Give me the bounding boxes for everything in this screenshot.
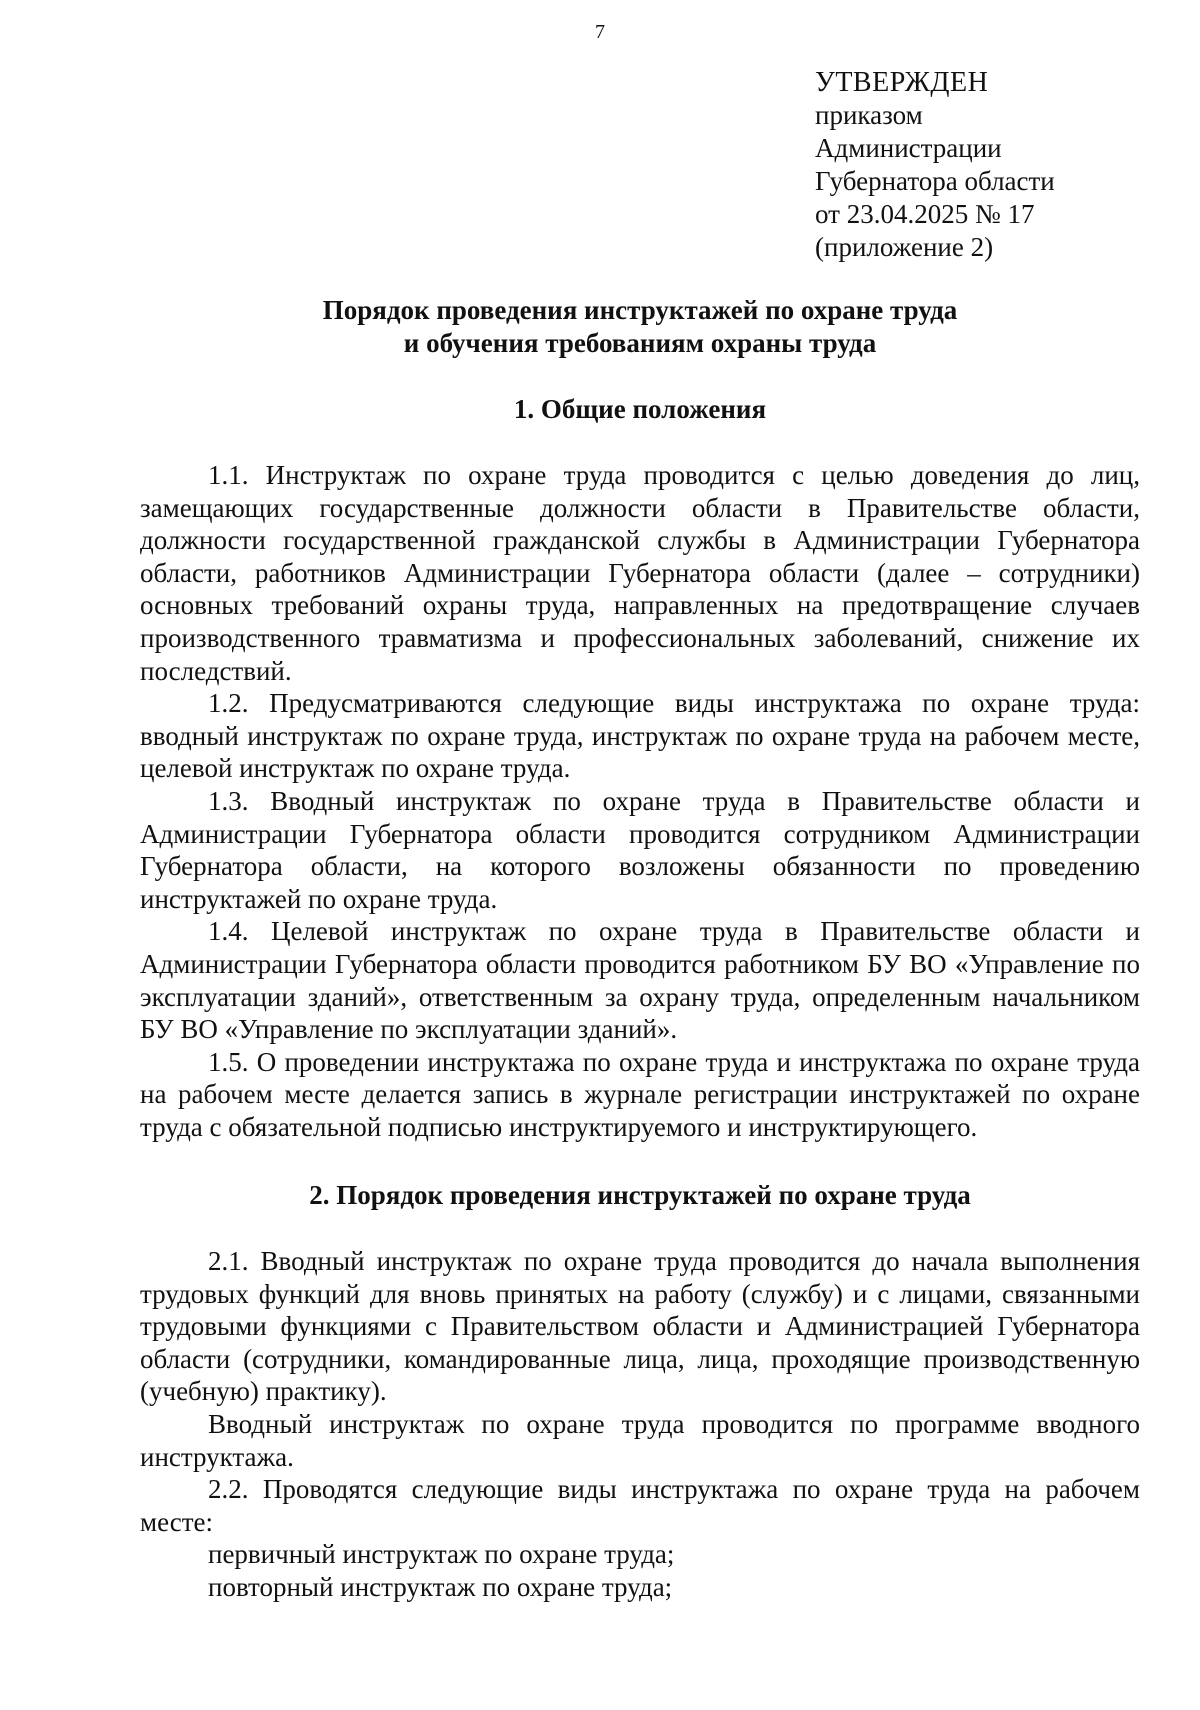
paragraph-2-2: 2.2. Проводятся следующие виды инструктажа по охране труда на рабочем месте:: [140, 1474, 1140, 1537]
paragraph-1-4: 1.4. Целевой инструктаж по охране труда в Правительстве области и Администрации Губернатора области проводится работником БУ ВО «Управление по эксплуатации зданий», ответственным за охрану труда, определенным начальником БУ ВО «Управление по эксплуатации зданий».: [140, 916, 1140, 1045]
approval-line-date-number: от 23.04.2025 № 17: [815, 199, 1035, 229]
paragraph-1-1: 1.1. Инструктаж по охране труда проводится с целью доведения до лиц, замещающих государственные должности области в Правительстве области, должности государственной гражданской службы в Администрации Губернатора области, работников Администрации Губернатора области (далее – сотрудники) основных требований охраны труда, направленных на предотвращение случаев производственного травматизма и профессиональных заболеваний, снижение их последствий.: [140, 460, 1140, 686]
approval-title: УТВЕРЖДЕН: [815, 67, 989, 98]
list-item-primary-briefing: первичный инструктаж по охране труда;: [208, 1539, 675, 1570]
document-title: [130, 294, 1150, 360]
approval-line-order: приказом: [815, 100, 923, 130]
approval-line-administration: Администрации: [815, 133, 1002, 163]
paragraph-1-5: 1.5. О проведении инструктажа по охране труда и инструктажа по охране труда на рабочем месте делается запись в журнале регистрации инструктажей по охране труда с обязательной подписью инструктируемого и инструктирующего.: [140, 1046, 1140, 1142]
paragraph-2-1: 2.1. Вводный инструктаж по охране труда проводится до начала выполнения трудовых функций для вновь принятых на работу (службу) и с лицами, связанными трудовыми функциями с Правительством области и Администрацией Губернатора области (сотрудники, командированные лица, лица, проходящие производственную (учебную) практику).: [140, 1246, 1140, 1407]
paragraph-1-2: 1.2. Предусматриваются следующие виды инструктажа по охране труда: вводный инструктаж по охране труда, инструктаж по охране труда на рабочем месте, целевой инструктаж по охране труда.: [140, 688, 1140, 784]
section-1-heading: 1. Общие положения: [513, 394, 767, 424]
section-1-body: [140, 459, 1140, 1143]
paragraph-1-3: 1.3. Вводный инструктаж по охране труда в Правительстве области и Администрации Губернатора области проводится сотрудником Администрации Губернатора области, на которого возложены обязанности по проведению инструктажей по охране труда.: [140, 785, 1140, 914]
approval-line-appendix: (приложение 2): [815, 232, 994, 262]
page-number: 7: [595, 21, 605, 43]
document-title-line-2: и обучения требованиям охраны труда: [403, 328, 877, 358]
list-item-repeat-briefing: повторный инструктаж по охране труда;: [208, 1571, 673, 1602]
approval-line-governor: Губернатора области: [815, 166, 1055, 196]
section-2-heading: 2. Порядок проведения инструктажей по охране труда: [309, 1180, 971, 1210]
approval-stamp: [815, 66, 1185, 264]
section-2-body: [140, 1245, 1140, 1604]
paragraph-2-1-program: Вводный инструктаж по охране труда проводится по программе вводного инструктажа.: [140, 1408, 1140, 1472]
document-title-line-1: Порядок проведения инструктажей по охране труда: [322, 295, 958, 325]
